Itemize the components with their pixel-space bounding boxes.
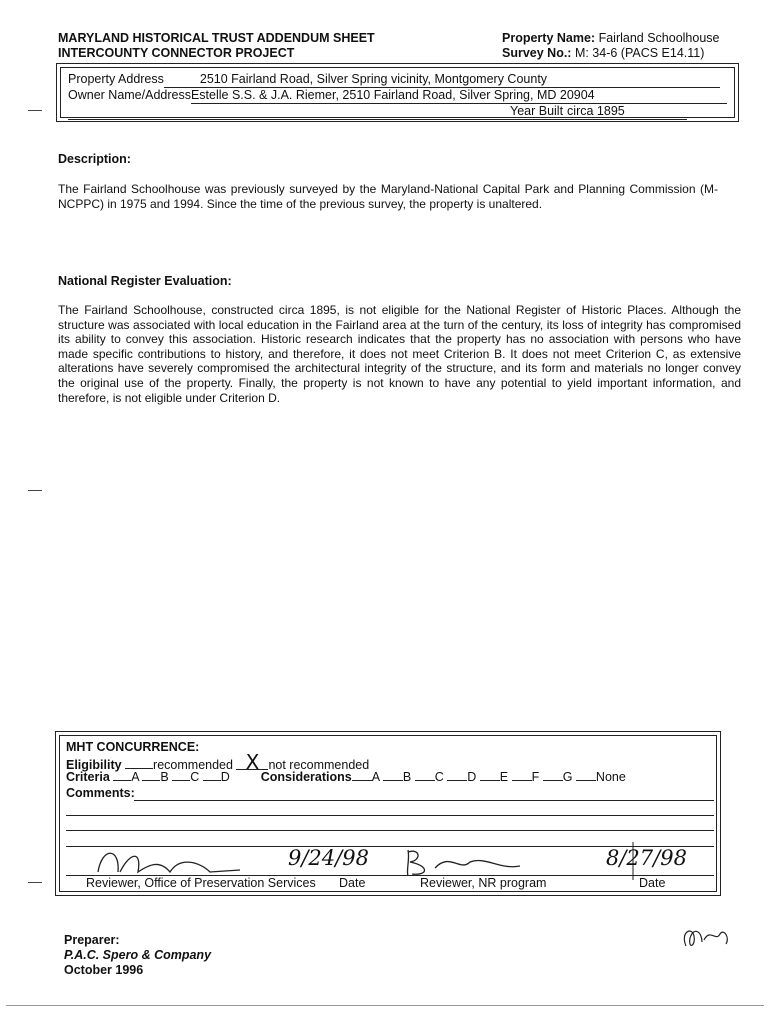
comments-label: Comments:: [66, 786, 135, 800]
reviewer1-label: Reviewer, Office of Preservation Services: [86, 876, 316, 890]
margin-mark-3: [28, 882, 42, 883]
consideration-f: F: [531, 770, 540, 784]
consideration-d: D: [467, 770, 477, 784]
address-value: 2510 Fairland Road, Silver Spring vicinity, Montgomery County: [164, 72, 720, 88]
criteria-b: B: [160, 770, 169, 784]
preparer-name: P.A.C. Spero & Company: [64, 948, 212, 962]
date2-handwritten: 8/27/98: [606, 846, 687, 870]
comments-line-2: [66, 815, 714, 816]
survey-no-label: Survey No.:: [502, 46, 572, 60]
preparer-label: Preparer:: [64, 933, 120, 947]
reviewer2-label: Reviewer, NR program: [420, 876, 547, 890]
eligibility-not-recommended: not recommended: [268, 758, 370, 772]
consideration-e: E: [499, 770, 509, 784]
date2-label: Date: [639, 876, 666, 890]
owner-value: Estelle S.S. & J.A. Riemer, 2510 Fairland Road, Silver Spring, MD 20904: [191, 88, 727, 104]
criteria-d: D: [220, 770, 230, 784]
considerations-label: Considerations: [260, 770, 352, 784]
address-label: Property Address: [68, 72, 164, 86]
margin-mark-2: [28, 490, 42, 491]
preparer-date: October 1996: [64, 963, 144, 977]
consideration-none: None: [595, 770, 626, 784]
initials-drawing: [676, 922, 736, 956]
header-title-line1: MARYLAND HISTORICAL TRUST ADDENDUM SHEET: [58, 31, 375, 45]
comments-line-3: [66, 830, 714, 831]
property-name-value: Fairland Schoolhouse: [598, 31, 720, 45]
eligibility-not-recommended-mark: X: [236, 755, 268, 770]
date1-handwritten: 9/24/98: [288, 846, 369, 870]
property-name-label: Property Name:: [502, 31, 596, 45]
comments-line-1: [134, 800, 714, 801]
evaluation-text: The Fairland Schoolhouse, constructed circa 1895, is not eligible for the National Register of Historic Places. Although the structure was associated with local education in the Fairland area at the turn of the century, its loss of integrity has compromised its ability to convey this association. Historic research indicates that the property has no association with persons who have made specific contributions to history, and therefore, it does not meet Criterion B. It does not meet Criterion C, as extensive alterations have severely compromised the architectural integrity of the structure, and its form and materials no longer convey the original use of the property. Finally, the property is not known to have any potential to yield important information, and therefore, is not eligible under Criterion D.: [58, 303, 741, 405]
consideration-g: G: [562, 770, 573, 784]
survey-no-value: M: 34-6 (PACS E14.11): [574, 46, 705, 60]
year-value: circa 1895: [563, 104, 687, 120]
owner-label: Owner Name/Address: [68, 88, 191, 102]
criteria-row: [66, 770, 626, 784]
evaluation-heading: National Register Evaluation:: [58, 274, 232, 288]
eligibility-recommended-blank: [125, 768, 153, 769]
header-title-line2: INTERCOUNTY CONNECTOR PROJECT: [58, 46, 295, 60]
eligibility-label: Eligibility: [66, 758, 122, 772]
criteria-a: A: [131, 770, 139, 784]
concurrence-heading: MHT CONCURRENCE:: [66, 740, 200, 754]
signature-mark-reviewer2: [407, 850, 520, 876]
description-heading: Description:: [58, 152, 131, 166]
date1-label: Date: [339, 876, 366, 890]
consideration-b: B: [402, 770, 412, 784]
margin-mark-1: [28, 110, 42, 111]
header-title: [58, 31, 375, 61]
signature-mark-reviewer1: [98, 853, 240, 872]
preparer-block: [64, 933, 211, 978]
consideration-c: C: [434, 770, 444, 784]
bottom-rule: [6, 1005, 764, 1006]
header-property-info: [502, 31, 720, 61]
consideration-a: A: [371, 770, 380, 784]
description-text: The Fairland Schoolhouse was previously surveyed by the Maryland-National Capital Park and Planning Commission (M-NCPPC) in 1975 and 1994. Since the time of the previous survey, the property is unaltered.: [58, 182, 718, 211]
property-box-content: [68, 72, 728, 120]
eligibility-recommended: recommended: [153, 758, 233, 772]
criteria-c: C: [190, 770, 200, 784]
criteria-label: Criteria: [66, 770, 110, 784]
year-label: Year Built: [510, 104, 564, 118]
year-blank: [68, 104, 510, 120]
